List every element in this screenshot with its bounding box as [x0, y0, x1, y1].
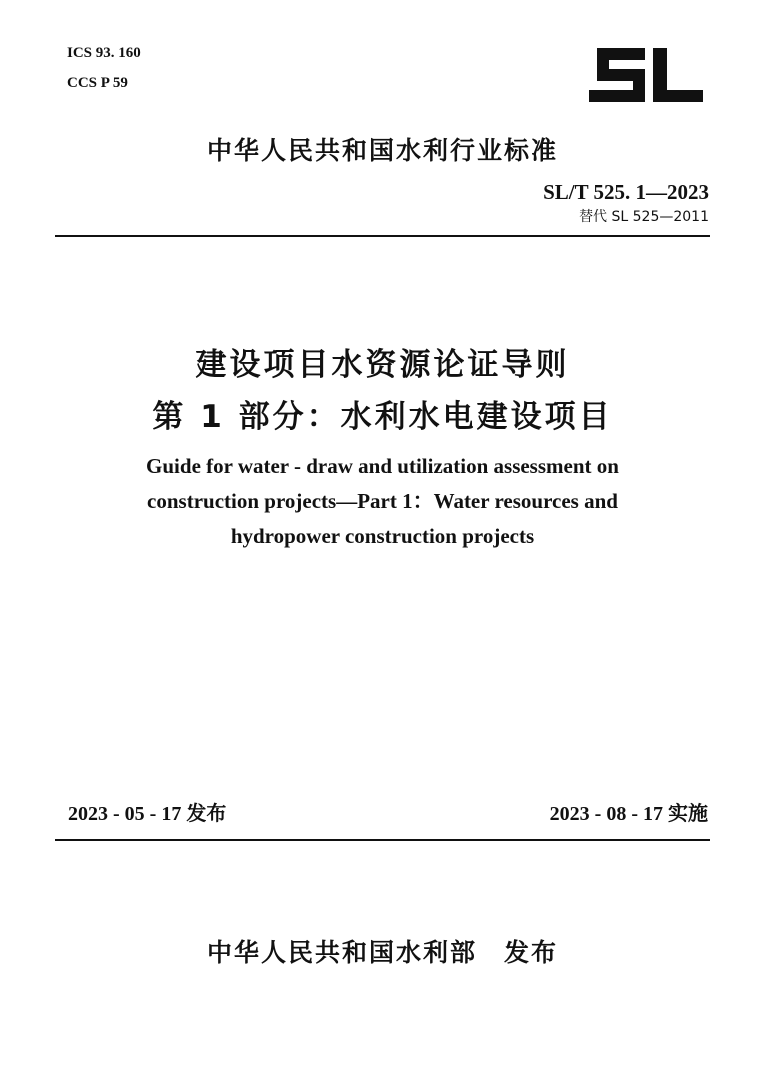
industry-standard-heading: 中华人民共和国水利行业标准	[206, 136, 558, 165]
replaces-standard: 替代 SL 525—2011	[579, 209, 709, 225]
issuing-authority: 中华人民共和国水利部 发布	[206, 938, 558, 967]
title-en-line1: Guide for water - draw and utilization assessment on	[146, 454, 619, 478]
top-divider	[55, 235, 710, 237]
bottom-divider	[55, 839, 710, 841]
ics-code: ICS 93. 160	[67, 45, 141, 61]
title-en-line2: construction projects—Part 1：Water resources and	[147, 489, 618, 513]
ccs-code: CCS P 59	[67, 75, 128, 91]
publish-date: 2023 - 05 - 17 发布	[68, 803, 227, 825]
title-cn-line1: 建设项目水资源论证导则	[195, 347, 570, 383]
title-en-line3: hydropower construction projects	[230, 524, 535, 548]
title-cn-line2: 第 1 部分：水利水电建设项目	[152, 399, 613, 435]
sl-logo	[587, 44, 705, 106]
implementation-date: 2023 - 08 - 17 实施	[549, 803, 708, 825]
standard-number: SL/T 525. 1—2023	[543, 180, 709, 204]
